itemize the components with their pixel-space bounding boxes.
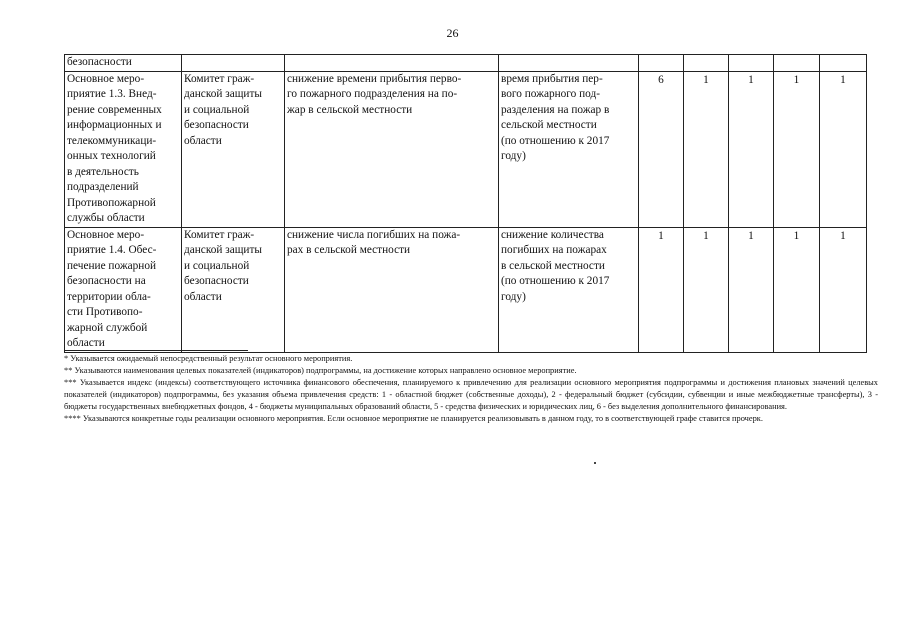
table-cell (729, 55, 774, 72)
executor-cell: Комитет граж- данской защиты и социальной безопасности области (182, 227, 285, 352)
footnotes (64, 353, 878, 426)
indicator-cell: снижение количества погибших на пожарах в сельской местности (по отношению к 2017 году) (499, 227, 639, 352)
measures-table (64, 54, 867, 353)
value-cell: 1 (729, 227, 774, 352)
value-cell: 1 (729, 71, 774, 227)
page-number: 26 (446, 26, 459, 40)
executor-cell: Комитет граж- данской защиты и социальной безопасности области (182, 71, 285, 227)
footnote-separator (64, 350, 248, 351)
footnote: ** Указываются наименования целевых показателей (индикаторов) подпрограммы, на достижение которых направлено основное мероприятие. (64, 366, 577, 376)
measure-cell: Основное меро- приятие 1.4. Обес- печение пожарной безопасности на территории обла- сти Противопо- жарной службой области (65, 227, 182, 352)
footnote: **** Указываются конкретные годы реализации основного мероприятия. Если основное мероприятие не планируется реализовывать в данном году, то в соответствующей графе ставится прочерк. (64, 414, 763, 424)
value-cell: 1 (820, 71, 867, 227)
table-cell (639, 55, 684, 72)
footnote: * Указывается ожидаемый непосредственный результат основного мероприятия. (64, 354, 353, 363)
value-cell: 1 (684, 71, 729, 227)
table-row-measure-1-3 (65, 71, 867, 227)
value-cell: 1 (774, 71, 820, 227)
table-cell (499, 55, 639, 72)
table-cell (820, 55, 867, 72)
measure-cell: Основное меро- приятие 1.3. Внед- рение современных информационных и телекоммуникаци- онных технологий в деятельность подразделений Противопожарной службы области (65, 71, 182, 227)
indicator-cell: время прибытия пер- вого пожарного под- разделения на пожар в сельской местности (по отношению к 2017 году) (499, 71, 639, 227)
table-cell (684, 55, 729, 72)
value-cell: 1 (684, 227, 729, 352)
table-cell (285, 55, 499, 72)
result-cell: снижение числа погибших на пожа- рах в сельской местности (285, 227, 499, 352)
value-cell: 1 (774, 227, 820, 352)
value-cell: 1 (639, 227, 684, 352)
value-cell: 1 (820, 227, 867, 352)
table-cell (182, 55, 285, 72)
table-cell (774, 55, 820, 72)
scan-speck (594, 462, 596, 464)
value-cell: 6 (639, 71, 684, 227)
table-cell: безопасности (65, 55, 182, 72)
result-cell: снижение времени прибытия перво- го пожарного подразделения на по- жар в сельской местности (285, 71, 499, 227)
footnote: *** Указывается индекс (индексы) соответствующего источника финансового обеспечения, планируемого к привлечению для реализации основного мероприятия подпрограммы и достижения плановых значений целевых показателей (индикаторов) подпрограммы, без указания объема привлечения средств: 1 - областной бюджет (собственные доходы), 2 - федеральный бюджет (субсидии, субвенции и иные межбюджетные трансферты), 3 - бюджеты государственных внебюджетных фондов, 4 - бюджеты муниципальных образований области, 5 - средства физических и юридических лиц, 6 - без выделения дополнительного финансирования. (64, 378, 878, 412)
table-row-measure-1-4 (65, 227, 867, 352)
table-row-carry-over (65, 55, 867, 72)
